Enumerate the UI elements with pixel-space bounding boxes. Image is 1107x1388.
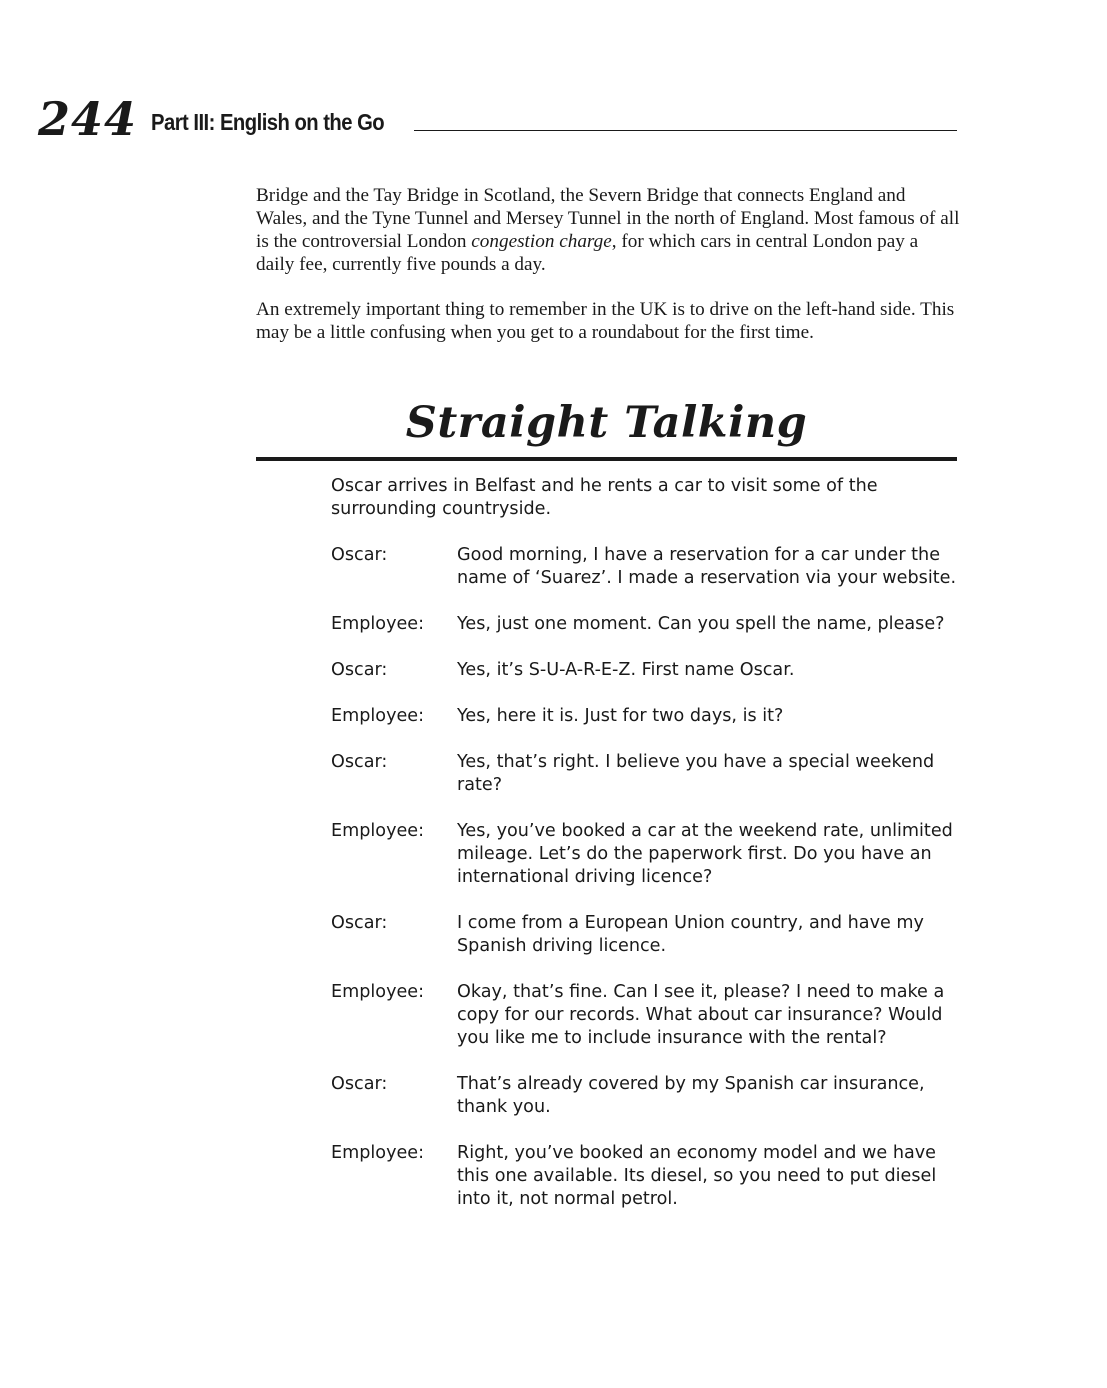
dialogue-row: [331, 981, 957, 1050]
dialogue-line: I come from a European Union country, and have my Spanish driving licence.: [457, 913, 924, 956]
paragraph-text: Bridge and the Tay Bridge in Scotland, the Severn Bridge that connects England and Wales, and the Tyne Tunnel and Mersey Tunnel in the north of England. Most famous of all is the controversial London: [256, 185, 960, 252]
term-congestion-charge: congestion charge: [471, 231, 612, 252]
dialogue: [331, 544, 957, 1234]
section-heading: Straight Talking: [405, 398, 808, 448]
dialogue-row: [331, 1142, 957, 1211]
dialogue-row: [331, 659, 957, 682]
dialogue-line: Yes, just one moment. Can you spell the name, please?: [457, 614, 945, 634]
speaker-label: Employee:: [331, 982, 425, 1002]
dialogue-intro: Oscar arrives in Belfast and he rents a car to visit some of the surrounding countryside.: [331, 476, 878, 519]
dialogue-row: [331, 912, 957, 958]
speaker-label: Oscar:: [331, 1074, 388, 1094]
running-header: [0, 0, 1107, 160]
body-paragraph-2: An extremely important thing to remember in the UK is to drive on the left-hand side. This may be a little confusing when you get to a roundabout for the first time.: [256, 299, 955, 343]
dialogue-line: Right, you’ve booked an economy model and we have this one available. Its diesel, so you need to put diesel into it, not normal petrol.: [457, 1143, 937, 1209]
body-paragraph-1: [256, 184, 961, 276]
dialogue-row: [331, 544, 957, 590]
dialogue-line: Okay, that’s fine. Can I see it, please? I need to make a copy for our records. What about car insurance? Would you like me to include insurance with the rental?: [457, 982, 945, 1048]
page-number: 244: [38, 92, 138, 146]
speaker-label: Employee:: [331, 821, 425, 841]
paragraph-text: , for which cars in central London pay a daily fee, currently five pounds a day.: [256, 231, 919, 275]
speaker-label: Employee:: [331, 614, 425, 634]
dialogue-row: [331, 613, 957, 636]
dialogue-line: Yes, it’s S-U-A-R-E-Z. First name Oscar.: [457, 660, 795, 680]
dialogue-line: Good morning, I have a reservation for a car under the name of ‘Suarez’. I made a reservation via your website.: [457, 545, 957, 588]
part-title: Part III: English on the Go: [151, 109, 385, 135]
speaker-label: Oscar:: [331, 545, 388, 565]
dialogue-row: [331, 751, 957, 797]
dialogue-row: [331, 820, 957, 889]
speaker-label: Employee:: [331, 706, 425, 726]
header-rule: [414, 130, 957, 131]
dialogue-line: Yes, that’s right. I believe you have a special weekend rate?: [457, 752, 935, 795]
speaker-label: Oscar:: [331, 752, 388, 772]
dialogue-line: Yes, here it is. Just for two days, is it?: [457, 706, 784, 726]
dialogue-line: Yes, you’ve booked a car at the weekend rate, unlimited mileage. Let’s do the paperwork first. Do you have an international driving licence?: [457, 821, 953, 887]
dialogue-line: That’s already covered by my Spanish car insurance, thank you.: [457, 1074, 925, 1117]
section-rule: [256, 457, 957, 461]
speaker-label: Oscar:: [331, 660, 388, 680]
speaker-label: Oscar:: [331, 913, 388, 933]
dialogue-row: [331, 705, 957, 728]
dialogue-row: [331, 1073, 957, 1119]
speaker-label: Employee:: [331, 1143, 425, 1163]
